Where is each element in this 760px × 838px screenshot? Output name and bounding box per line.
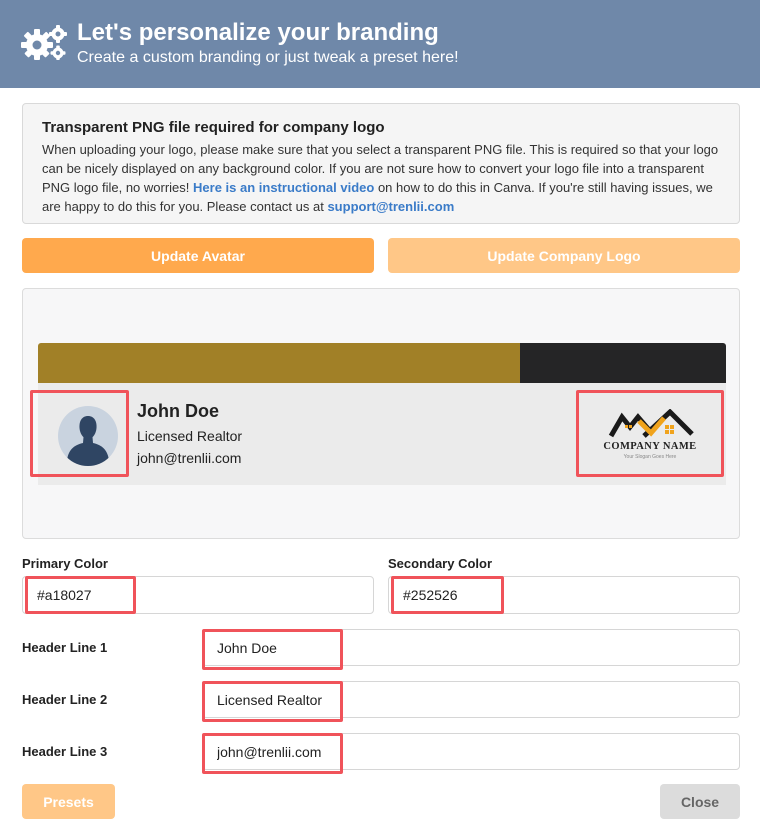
notice-text-part-2: on how to do this in Canva. If you're still having issues, we are happy to do this for you. Please contact us at (42, 180, 713, 214)
company-logo-roof-icon (608, 409, 694, 441)
secondary-color-bar (520, 343, 726, 383)
modal-header (0, 0, 760, 88)
signature-name: John Doe (137, 401, 220, 421)
secondary-color-input[interactable] (388, 576, 740, 614)
notice-title: Transparent PNG file required for company logo (42, 119, 385, 136)
primary-color-bar (38, 343, 520, 383)
avatar-highlight[interactable] (30, 390, 129, 477)
company-logo-highlight[interactable] (576, 390, 724, 477)
header-line-3-label: Header Line 3 (22, 744, 108, 759)
notice-text (42, 140, 720, 216)
update-company-logo-button[interactable]: Update Company Logo (388, 238, 740, 273)
notice-text-part-1: When uploading your logo, please make sure that you select a transparent PNG file. This is required so that your logo can be nicely displayed on any background color. If you are not sure how to convert your logo file into a transparent PNG logo file, no worries! (42, 142, 719, 195)
support-email-link[interactable]: support@trenlii.com (327, 199, 455, 214)
gears-icon (20, 24, 68, 60)
update-avatar-button[interactable]: Update Avatar (22, 238, 374, 273)
secondary-color-label: Secondary Color (388, 556, 493, 571)
logo-requirement-notice (22, 103, 740, 224)
logo-company-name: COMPANY NAME (603, 441, 697, 452)
person-silhouette-icon (58, 406, 118, 466)
primary-color-label: Primary Color (22, 556, 108, 571)
presets-button[interactable]: Presets (22, 784, 115, 819)
avatar (58, 406, 118, 466)
primary-color-input[interactable] (22, 576, 374, 614)
modal-title: Let's personalize your branding (77, 19, 439, 46)
signature-email: john@trenlii.com (137, 450, 242, 466)
modal-subtitle: Create a custom branding or just tweak a preset here! (77, 49, 459, 66)
signature-title: Licensed Realtor (137, 428, 243, 444)
header-line-1-label: Header Line 1 (22, 640, 108, 655)
header-line-1-input[interactable] (202, 629, 740, 666)
header-line-2-label: Header Line 2 (22, 692, 108, 707)
header-line-3-input[interactable] (202, 733, 740, 770)
close-button[interactable]: Close (660, 784, 740, 819)
header-line-2-input[interactable] (202, 681, 740, 718)
logo-slogan: Your Slogan Goes Here (623, 454, 677, 460)
instructional-video-link[interactable]: Here is an instructional video (193, 180, 375, 195)
